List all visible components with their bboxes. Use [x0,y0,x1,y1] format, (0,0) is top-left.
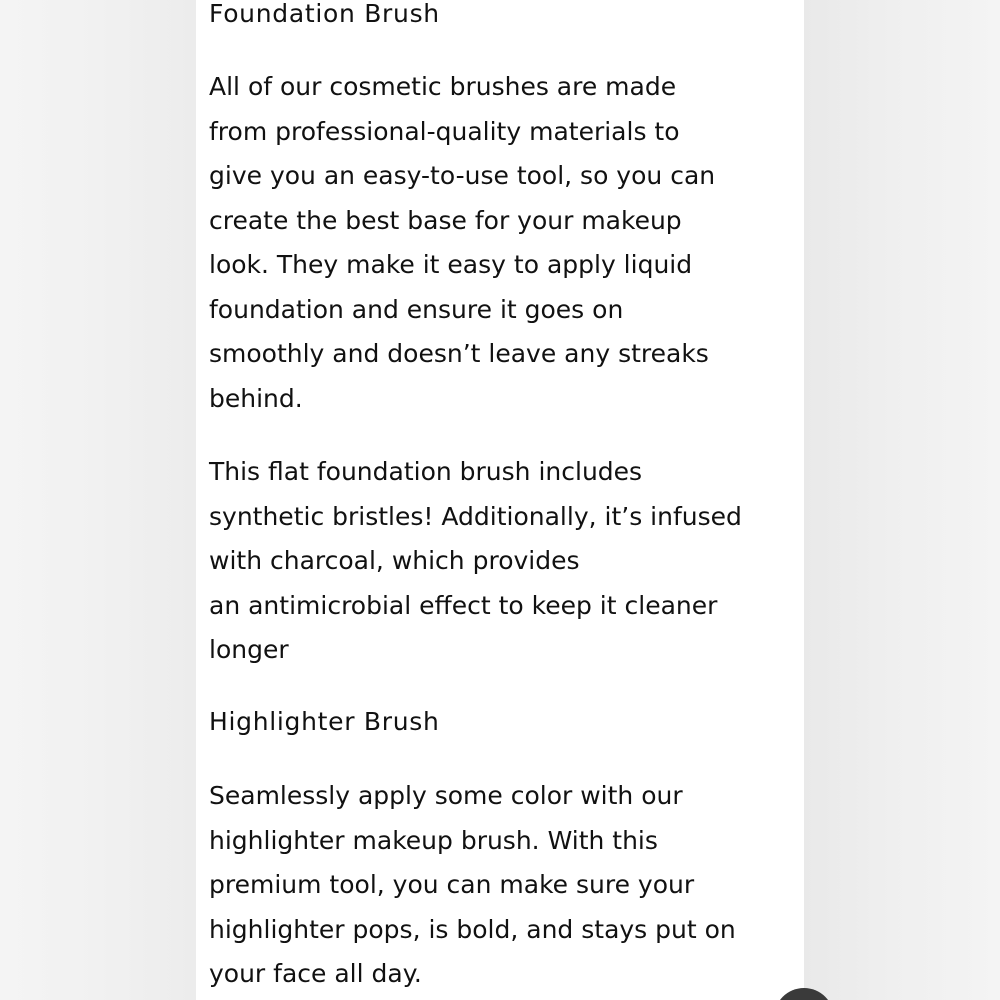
paragraph-line: behind. [209,383,303,413]
paragraph-line: smoothly and doesn’t leave any streaks [209,339,709,368]
paragraph-line: This flat foundation brush includes [209,457,643,486]
paragraph-line: longer [209,635,289,664]
paragraph-line: highlighter makeup brush. With this [209,825,658,855]
highlighter-paragraph [209,774,736,997]
left-backdrop [0,0,196,1000]
right-backdrop [804,0,1000,1000]
paragraph-line: give you an easy-to-use tool, so you can [209,161,716,190]
paragraph-line: All of our cosmetic brushes are made [209,72,677,101]
paragraph-line: Seamlessly apply some color with our [209,781,683,810]
paragraph-line: synthetic bristles! Additionally, it’s infused [209,501,742,531]
paragraph-line: foundation and ensure it goes on [209,294,624,324]
product-description [196,0,804,1000]
section-heading-highlighter-brush: Highlighter Brush [209,707,440,736]
foundation-paragraph-1 [209,65,715,421]
paragraph-line: your face all day. [209,959,422,988]
paragraph-line: create the best base for your makeup [209,205,682,235]
paragraph-line: from professional-quality materials to [209,116,680,146]
paragraph-line: look. They make it easy to apply liquid [209,250,693,279]
paragraph-line: with charcoal, which provides [209,546,580,575]
section-heading-foundation-brush: Foundation Brush [209,0,440,28]
foundation-paragraph-2 [209,450,742,673]
paragraph-line: premium tool, you can make sure your [209,870,695,899]
paragraph-line: highlighter pops, is bold, and stays put on [209,914,736,944]
paragraph-line: an antimicrobial effect to keep it cleaner [209,590,718,620]
